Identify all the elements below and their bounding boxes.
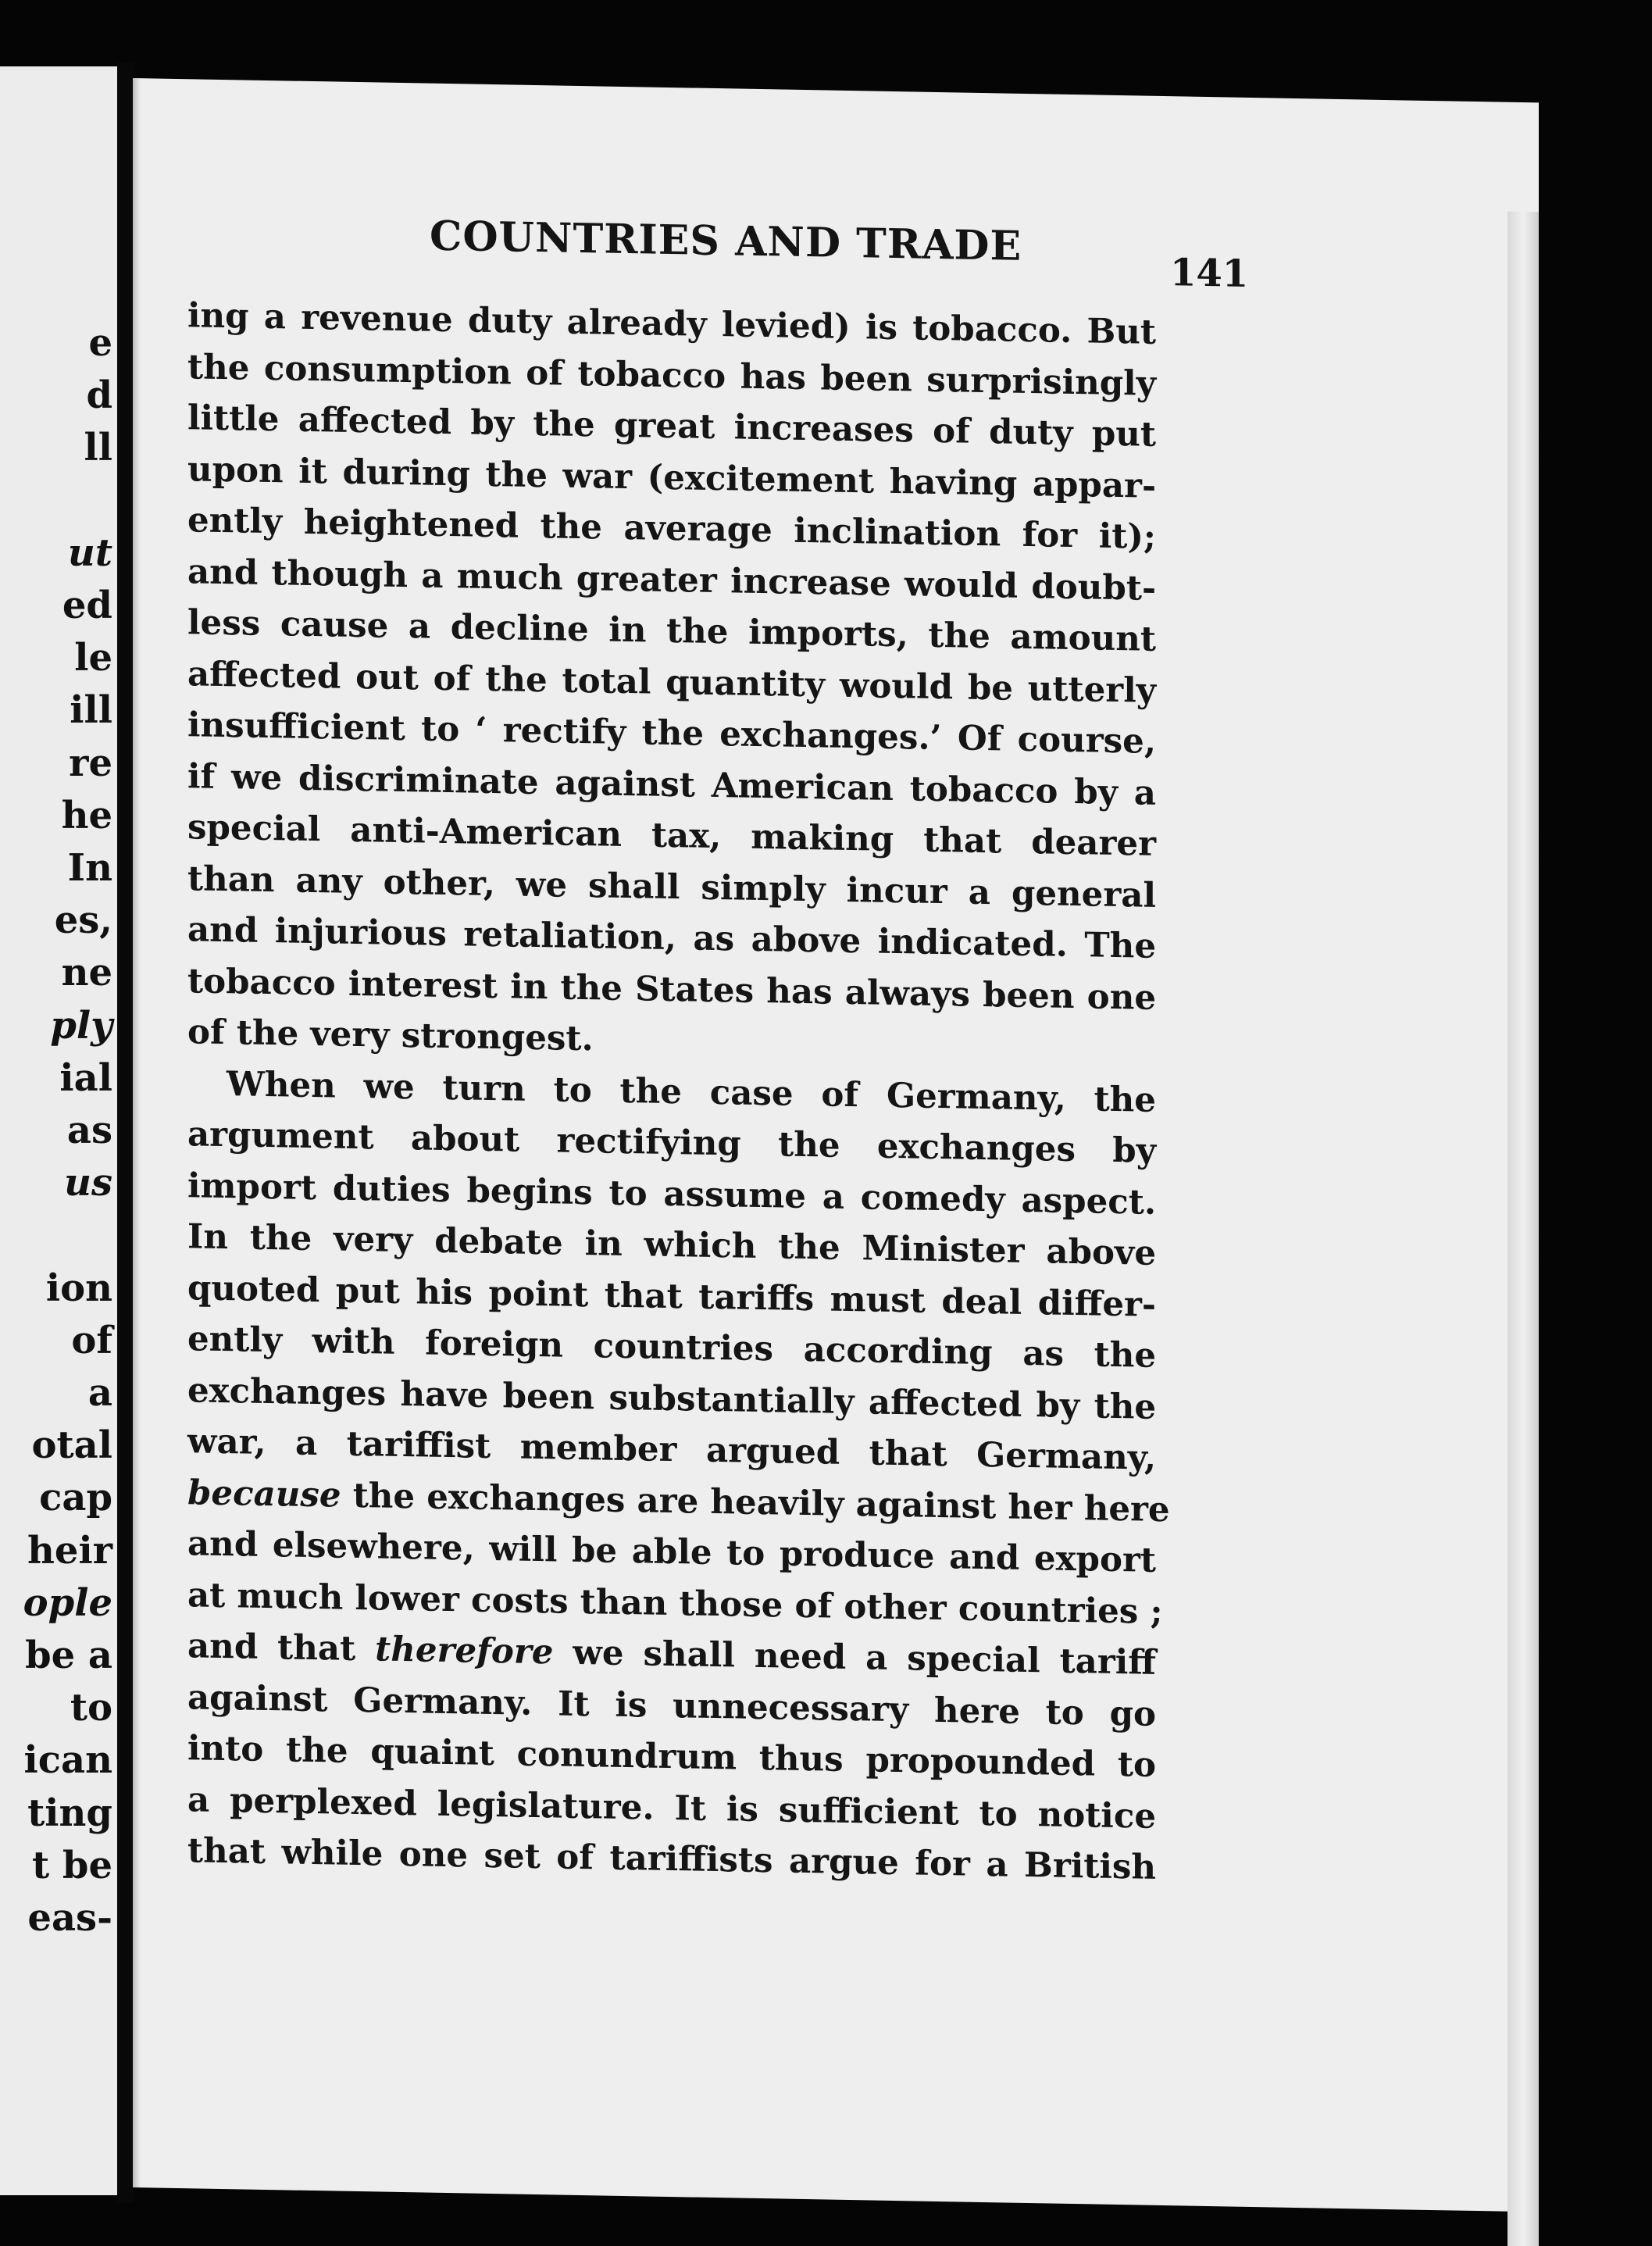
text-run: the consumption of tobacco has been surprisingly <box>187 346 1156 404</box>
left-page-line-fragment: as <box>66 1109 112 1152</box>
text-run: ing a revenue duty already levied) is tobacco. But <box>187 295 1156 352</box>
page-number: 141 <box>1170 251 1249 296</box>
body-text <box>187 290 1170 1893</box>
text-run: against Germany. It is unnecessary here to go <box>187 1676 1156 1734</box>
text-run: insufficient to ‘ rectify the exchanges.’ Of course, <box>187 705 1156 762</box>
text-run: tobacco interest in the States has always been one <box>187 960 1156 1018</box>
left-page-line-fragment: t be <box>32 1843 112 1887</box>
left-page-line-fragment: ting <box>27 1791 112 1835</box>
text-run: upon it during the war (excitement having appar- <box>187 448 1156 506</box>
text-run: In the very debate in which the Minister above <box>187 1216 1156 1273</box>
text-run: exchanges have been substantially affected by the <box>187 1369 1156 1427</box>
left-page-line-fragment: ut <box>67 530 112 575</box>
text-run: import duties begins to assume a comedy aspect. <box>187 1165 1156 1223</box>
text-run: than any other, we shall simply incur a general <box>187 858 1156 916</box>
page-edges <box>1507 212 1539 2246</box>
left-page-line-fragment: otal <box>31 1423 112 1468</box>
left-page-line-fragment: ial <box>59 1055 112 1100</box>
text-run: into the quaint conundrum thus propounded to <box>187 1728 1156 1785</box>
text-run: the exchanges are heavily against her here <box>341 1475 1170 1530</box>
text-run: ently heightened the average inclination for it); <box>187 500 1156 557</box>
text-run: quoted put his point that tariffs must deal differ- <box>187 1267 1156 1325</box>
left-page-line-fragment: ed <box>62 584 112 627</box>
running-header: COUNTRIES AND TRADE <box>430 212 1022 270</box>
left-page-line-fragment: re <box>69 741 112 785</box>
left-page-line-fragment: eas- <box>27 1896 112 1940</box>
text-run: war, a tariffist member argued that Germany, <box>187 1421 1156 1478</box>
text-run: When we turn to the case of Germany, the <box>227 1063 1156 1120</box>
text-run: and that <box>187 1626 376 1669</box>
left-page-line-fragment: ll <box>84 426 112 470</box>
right-page <box>133 78 1539 2212</box>
text-run: special anti-American tax, making that dearer <box>187 807 1156 864</box>
text-run: argument about rectifying the exchanges by <box>187 1114 1156 1171</box>
left-page-line-fragment: he <box>61 793 112 837</box>
italic-text: therefore <box>375 1629 554 1673</box>
text-run: at much lower costs than those of other countries ; <box>187 1574 1163 1632</box>
italic-text: because <box>187 1472 341 1516</box>
text-run: and elsewhere, will be able to produce and export <box>187 1523 1156 1580</box>
left-page-line-fragment: ican <box>23 1738 112 1783</box>
text-run: and injurious retaliation, as above indicated. The <box>187 909 1156 966</box>
text-run: of the very strongest. <box>187 1012 594 1059</box>
text-run: little affected by the great increases of duty put <box>187 398 1156 455</box>
left-page-line-fragment: a <box>87 1371 112 1415</box>
book-gutter <box>117 62 134 2203</box>
left-page-line-fragment: es, <box>54 898 112 943</box>
left-page-line-fragment: In <box>67 846 112 890</box>
left-page-line-fragment: us <box>64 1161 112 1205</box>
left-page-line-fragment: ion <box>45 1266 112 1310</box>
left-page-line-fragment: to <box>70 1686 112 1730</box>
left-page-line-fragment: le <box>74 636 112 680</box>
left-page-line-fragment: cap <box>39 1476 112 1520</box>
text-run: less cause a decline in the imports, the amount <box>187 602 1156 659</box>
text-run: if we discriminate against American tobacco by a <box>187 755 1156 813</box>
left-page-line-fragment: e <box>88 321 112 365</box>
left-page-line-fragment: ply <box>50 1003 112 1048</box>
left-page-line-fragment: heir <box>27 1528 112 1573</box>
text-run: that while one set of tariffists argue for a British <box>187 1830 1156 1887</box>
left-page-line-fragment: be a <box>25 1634 112 1677</box>
text-run: a perplexed legislature. It is sufficient to notice <box>187 1779 1156 1837</box>
left-page-line-fragment: ne <box>61 951 112 995</box>
text-run: ently with foreign countries according as the <box>187 1319 1156 1376</box>
left-page-line-fragment: of <box>71 1318 112 1362</box>
text-run: and though a much greater increase would doubt- <box>187 551 1156 609</box>
left-facing-page <box>0 66 117 2195</box>
text-run: affected out of the total quantity would be utterly <box>187 653 1156 711</box>
text-run: we shall need a special tariff <box>553 1632 1156 1683</box>
left-page-line-fragment: d <box>86 373 112 418</box>
left-page-line-fragment: ople <box>23 1580 112 1625</box>
left-page-line-fragment: ill <box>70 688 112 733</box>
